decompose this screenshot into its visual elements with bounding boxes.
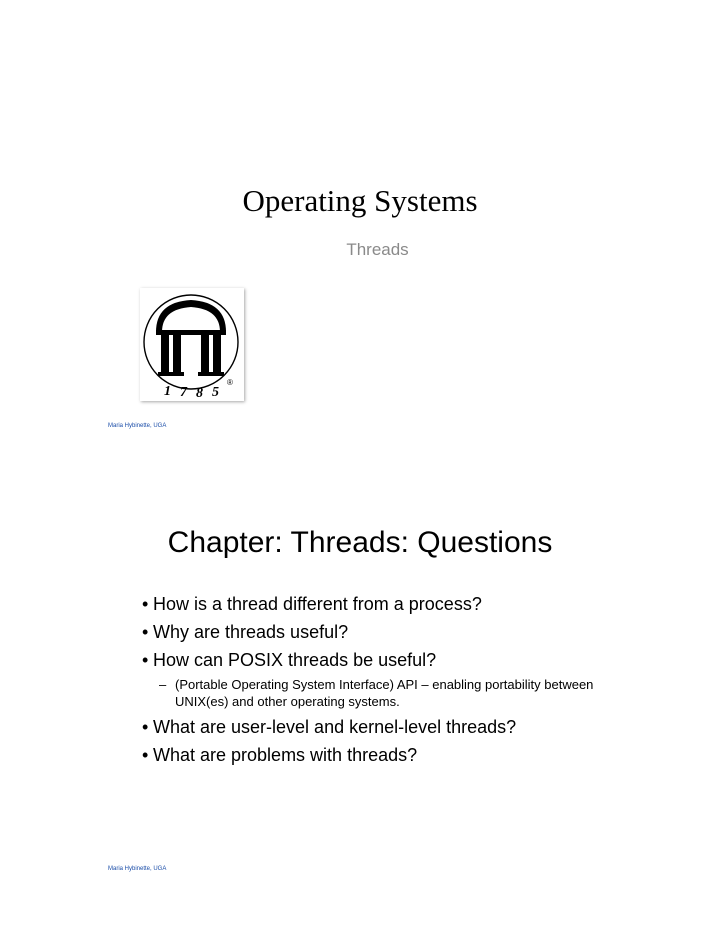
- bullet-icon: •: [142, 650, 149, 670]
- slide-footer: Maria Hybinette, UGA: [108, 866, 167, 872]
- bullet-text: Why are threads useful?: [153, 622, 349, 642]
- slide-subtitle: Threads: [346, 240, 409, 259]
- logo-digit: 5: [212, 385, 219, 400]
- list-item: [140, 741, 700, 769]
- registered-mark: ®: [227, 378, 233, 387]
- arch-logo-graphic: [140, 288, 244, 401]
- bullet-icon: •: [142, 717, 149, 737]
- bullet-text: How is a thread different from a process?: [153, 594, 482, 614]
- slide-title: Chapter: Threads: Questions: [167, 526, 553, 559]
- uga-arch-logo-icon: [140, 288, 244, 401]
- sub-list-item: [140, 676, 595, 710]
- logo-digit: 7: [180, 385, 187, 400]
- bullet-icon: •: [142, 745, 149, 765]
- sub-bullet-text: (Portable Operating System Interface) API – enabling portability between UNIX(es) and other operating systems.: [175, 677, 594, 709]
- list-item: [140, 646, 700, 674]
- bullet-text: How can POSIX threads be useful?: [153, 650, 437, 670]
- slide-title: Operating Systems: [242, 183, 478, 218]
- dash-icon: –: [159, 677, 167, 692]
- slide-footer: Maria Hybinette, UGA: [108, 423, 167, 429]
- bullet-list: [140, 590, 700, 769]
- logo-digit: 8: [196, 386, 203, 401]
- list-item: [140, 618, 700, 646]
- logo-digit: 1: [164, 384, 171, 399]
- questions-slide: [0, 466, 720, 932]
- bullet-icon: •: [142, 594, 149, 614]
- bullet-text: What are problems with threads?: [153, 745, 418, 765]
- list-item: [140, 713, 700, 741]
- bullet-text: What are user-level and kernel-level threads?: [153, 717, 517, 737]
- list-item: [140, 590, 700, 618]
- bullet-icon: •: [142, 622, 149, 642]
